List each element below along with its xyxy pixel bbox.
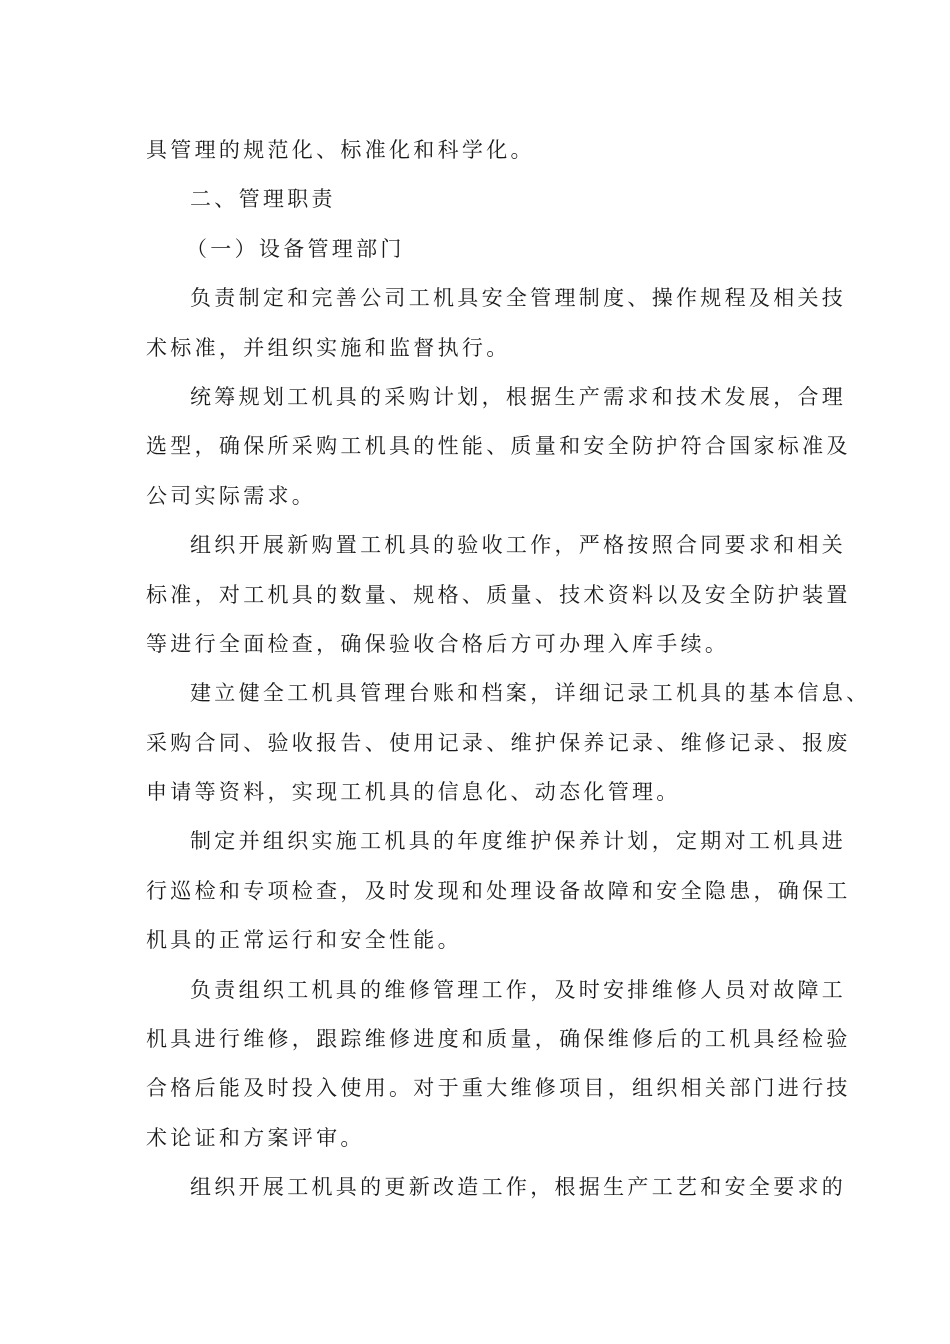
paragraph-line: 合格后能及时投入使用。对于重大维修项目，组织相关部门进行技: [146, 1076, 851, 1101]
subsection-heading: （一）设备管理部门: [186, 236, 405, 261]
section-heading: 二、管理职责: [190, 187, 336, 212]
paragraph-line: 组织开展工机具的更新改造工作，根据生产工艺和安全要求的: [190, 1175, 847, 1200]
paragraph-line: 统筹规划工机具的采购计划，根据生产需求和技术发展，合理: [190, 384, 847, 409]
paragraph-line: 组织开展新购置工机具的验收工作，严格按照合同要求和相关: [190, 533, 847, 558]
paragraph-line: 建立健全工机具管理台账和档案，详细记录工机具的基本信息、: [190, 681, 871, 706]
paragraph-line: 行巡检和专项检查，及时发现和处理设备故障和安全隐患，确保工: [146, 878, 851, 903]
text-line: 具管理的规范化、标准化和科学化。: [146, 138, 535, 162]
document-body: [146, 126, 871, 1213]
paragraph-line: 负责组织工机具的维修管理工作，及时安排维修人员对故障工: [190, 977, 847, 1002]
paragraph-line: 采购合同、验收报告、使用记录、维护保养记录、维修记录、报废: [146, 730, 851, 755]
paragraph-line: 选型，确保所采购工机具的性能、质量和安全防护符合国家标准及: [146, 434, 851, 459]
paragraph-line: 等进行全面检查，确保验收合格后方可办理入库手续。: [146, 631, 730, 656]
paragraph-line: 负责制定和完善公司工机具安全管理制度、操作规程及相关技: [190, 286, 847, 311]
paragraph-line: 机具的正常运行和安全性能。: [146, 928, 462, 953]
paragraph-line: 机具进行维修，跟踪维修进度和质量，确保维修后的工机具经检验: [146, 1027, 851, 1052]
paragraph-line: 标准，对工机具的数量、规格、质量、技术资料以及安全防护装置: [146, 582, 851, 607]
paragraph-line: 术标准，并组织实施和监督执行。: [146, 335, 511, 360]
paragraph-line: 术论证和方案评审。: [146, 1125, 365, 1150]
paragraph-line: 申请等资料，实现工机具的信息化、动态化管理。: [146, 780, 681, 805]
paragraph-line: 制定并组织实施工机具的年度维护保养计划，定期对工机具进: [190, 829, 847, 854]
paragraph-line: 公司实际需求。: [146, 483, 317, 508]
